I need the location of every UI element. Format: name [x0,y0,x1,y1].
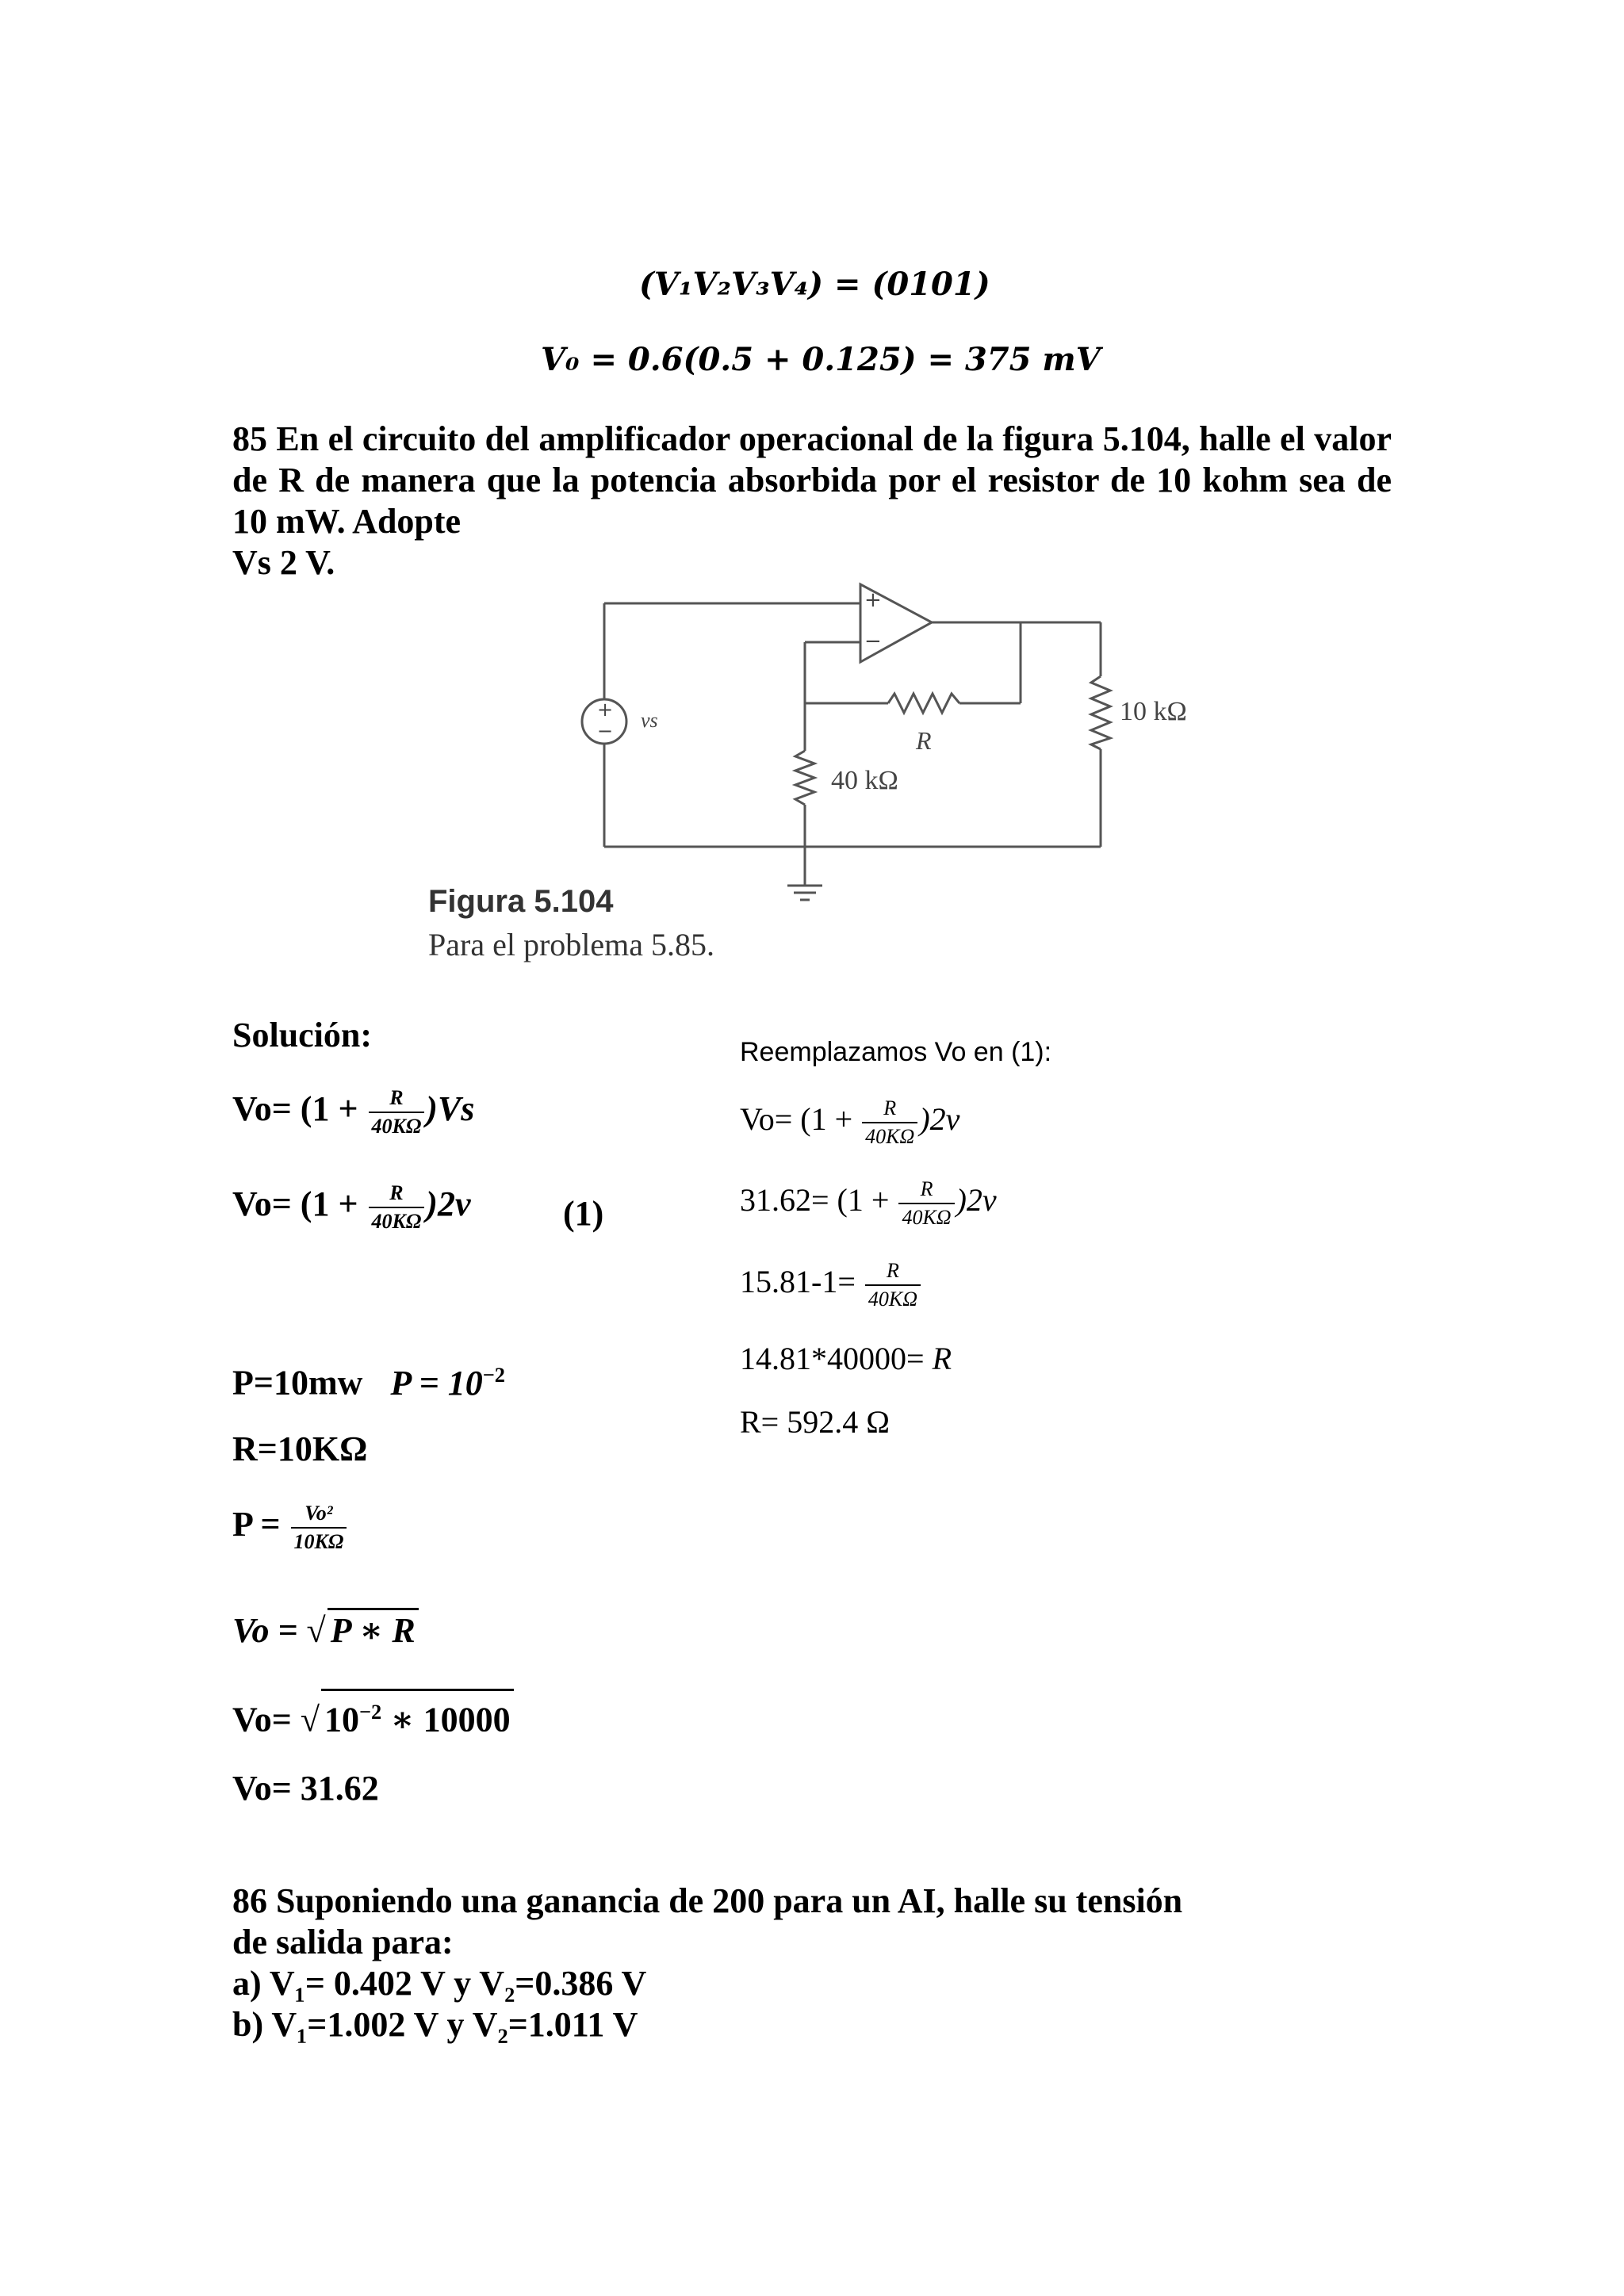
power-line: P=10mw $P = 10^{-2}$ [232,1363,505,1402]
top-equation-1: (V₁V₂V₃V₄) = (0101) [639,266,990,303]
vo-sqrt-numeric: Vo= √ $10^{-2}$ ∗ 10000 [232,1689,514,1741]
vo-equation-vs: Vo= (1 + $\frac{R}{40K\Omega}$ )Vs [232,1086,475,1138]
vo-equation-2v: Vo= (1 + $\frac{R}{40K\Omega}$ )2v [232,1181,471,1233]
right-heading: Reemplazamos Vo en (1): [740,1037,1052,1067]
resistor-r [888,694,959,713]
resistor-10k [1091,676,1110,749]
problem-86-line2: de salida para: [232,1923,454,1961]
ground-symbol [787,886,822,900]
10k-label: 10 kΩ [1120,697,1187,726]
problem-86-line1: 86 Suponiendo una ganancia de 200 para un AI, halle su tensión [232,1881,1183,1920]
right-eq-3: 15.81-1= $\frac{R}{40K\Omega}$ [740,1261,922,1310]
40k-label: 40 kΩ [831,766,898,795]
op-amp-plus: + [864,588,882,612]
resistor-40k [795,751,814,805]
r-label: R [916,726,932,755]
solution-heading: Solución: [232,1016,373,1054]
problem-86-b: b) V₁=1.002 V y V₂=1.011 V [232,2005,638,2044]
problem-85-vs: Vs 2 V. [232,543,335,582]
circuit-diagram [555,575,1237,908]
vo-result: Vo= 31.62 [232,1769,379,1808]
figure-caption: Para el problema 5.85. [428,927,714,962]
svg-text:+: + [597,698,614,721]
figure-title: Figura 5.104 [428,884,614,919]
svg-text:−: − [597,720,614,742]
vs-label: vs [641,709,658,732]
problem-85-statement: 85 En el circuito del amplificador operacional de la figura 5.104, halle el valor de R de manera que la potencia absorbida por el resistor de 10 kohm sea de 10 mW. Adopte [232,419,1392,541]
right-eq-1: Vo= (1 + $\frac{R}{40K\Omega}$ )2v [740,1096,960,1148]
resistance-line: R=10KΩ [232,1429,368,1468]
right-eq-2: 31.62= (1 + $\frac{R}{40K\Omega}$ )2v [740,1177,997,1229]
top-equation-2: V₀ = 0.6(0.5 + 0.125) = 375 mV [541,341,1101,378]
op-amp-minus: − [864,629,882,653]
right-eq-5: R= 592.4 Ω [740,1404,890,1440]
right-eq-4: 14.81*40000= R [740,1341,952,1376]
problem-86-a: a) V₁= 0.402 V y V₂=0.386 V [232,1964,647,2003]
vo-sqrt-formula: Vo = √ P ∗ R [232,1608,419,1651]
power-fraction: P = $\frac{\text{Vo²}}{10K\Omega}$ [232,1503,348,1552]
equation-tag-1: (1) [563,1194,604,1233]
